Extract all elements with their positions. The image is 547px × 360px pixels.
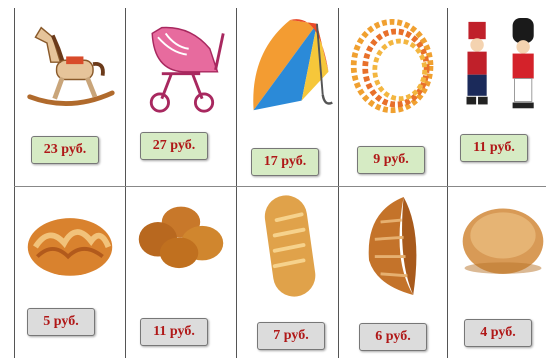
card-rocking-horse <box>17 8 123 181</box>
grid-line <box>14 8 15 358</box>
price-tag: 11 руб. <box>460 134 528 162</box>
card-braided-bun <box>17 187 123 360</box>
braided-bun-icon <box>22 191 118 301</box>
card-hoop <box>341 8 447 181</box>
price-tag: 27 руб. <box>140 132 208 160</box>
card-round-buns <box>128 187 234 360</box>
toy-soldiers-icon <box>455 12 547 122</box>
card-round-bread <box>450 187 547 360</box>
round-bread-icon <box>455 191 547 301</box>
grid-line <box>447 8 448 358</box>
price-tag: 6 руб. <box>359 323 427 351</box>
price-tag: 17 руб. <box>251 148 319 176</box>
price-tag: 5 руб. <box>27 308 95 336</box>
price-tag: 23 руб. <box>31 136 99 164</box>
price-tag: 11 руб. <box>140 318 208 346</box>
grid-line <box>125 8 126 358</box>
price-tag: 7 руб. <box>257 322 325 350</box>
grid-line <box>236 8 237 358</box>
card-toy-soldiers <box>450 8 547 181</box>
umbrella-icon <box>244 12 340 122</box>
baby-stroller-icon <box>133 12 229 122</box>
card-baby-stroller <box>128 8 234 181</box>
baguette-loaf-icon <box>244 191 340 301</box>
rocking-horse-icon <box>22 12 118 122</box>
round-buns-icon <box>133 191 229 301</box>
hoop-icon <box>346 12 442 122</box>
croissant-icon <box>346 191 442 301</box>
price-card-grid <box>14 8 546 358</box>
price-tag: 4 руб. <box>464 319 532 347</box>
card-croissant <box>341 187 447 360</box>
card-baguette-loaf <box>239 187 345 360</box>
price-tag: 9 руб. <box>357 146 425 174</box>
card-umbrella <box>239 8 345 181</box>
